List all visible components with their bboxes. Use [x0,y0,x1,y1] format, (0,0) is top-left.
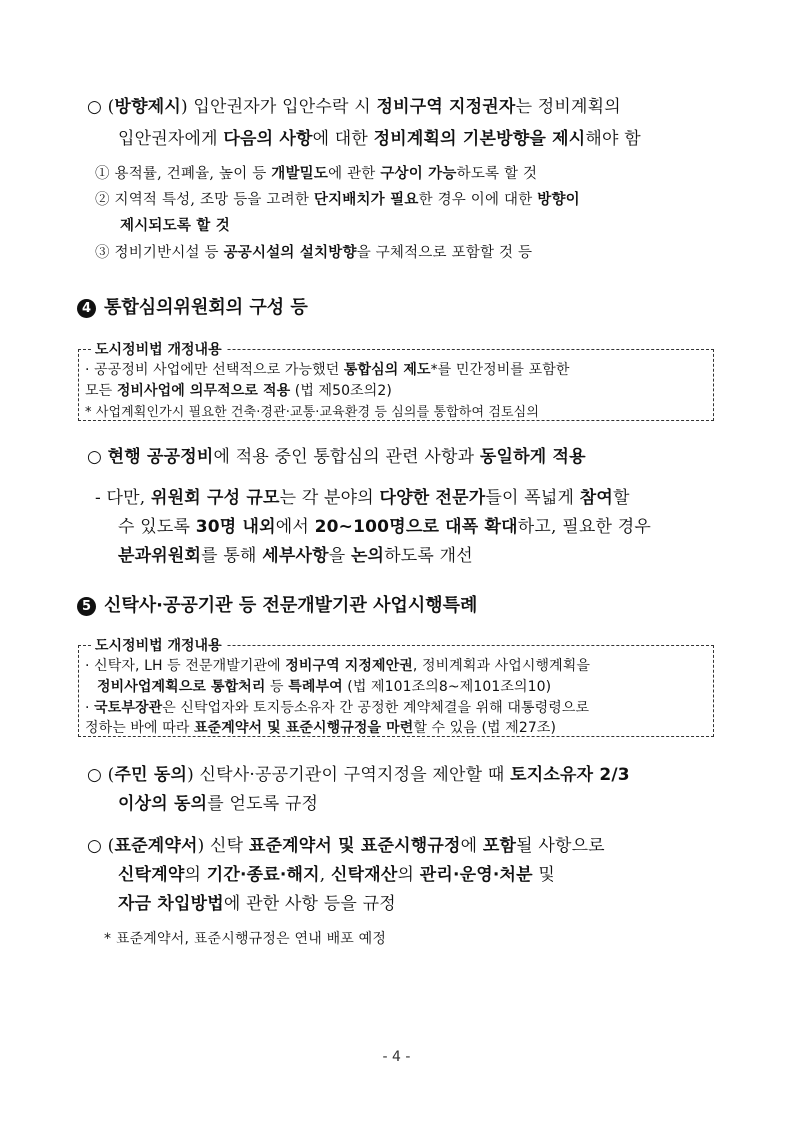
paragraph-direction: ○ (방향제시) 입안권자가 입안수락 시 정비구역 지정권자는 정비계획의 [87,97,621,117]
number-badge: 4 [77,299,96,318]
paragraph-cont: 수 있도록 30명 내외에서 20~100명으로 대폭 확대하고, 필요한 경우 [118,517,651,537]
section-heading-4: 4 통합심의위원회의 구성 등 [77,293,308,319]
list-item-cont: 제시되도록 할 것 [120,218,230,234]
section-heading-5: 5 신탁사·공공기관 등 전문개발기관 사업시행특례 [77,591,477,617]
amendment-box [78,342,714,421]
paragraph: - 다만, 위원회 구성 규모는 각 분야의 다양한 전문가들이 폭넓게 참여할 [95,488,630,508]
paragraph-standard-contract: ○ (표준계약서) 신탁 표준계약서 및 표준시행규정에 포함될 사항으로 [87,836,605,856]
paragraph-consent-cont: 이상의 동의를 얻도록 규정 [118,794,319,814]
box-title: 도시정비법 개정내용 [91,635,226,655]
page-number: - 4 - [382,1049,411,1065]
number-badge: 5 [77,597,96,616]
box-line: 모든 정비사업에 의무적으로 적용 (법 제50조의2) [85,383,392,399]
box-line: 정비사업계획으로 통합처리 등 특례부여 (법 제101조의8~제101조의10) [97,679,552,695]
box-line: · 공공정비 사업에만 선택적으로 가능했던 통합심의 제도*를 민간정비를 포함한 [85,362,570,378]
paragraph: ○ 현행 공공정비에 적용 중인 통합심의 관련 사항과 동일하게 적용 [87,447,586,467]
list-item: ① 용적률, 건폐율, 높이 등 개발밀도에 관한 구상이 가능하도록 할 것 [95,166,538,182]
list-item: ③ 정비기반시설 등 공공시설의 설치방향을 구체적으로 포함할 것 등 [95,245,533,261]
paragraph-standard-contract-cont: 자금 차입방법에 관한 사항 등을 규정 [118,894,396,914]
footnote: * 표준계약서, 표준시행규정은 연내 배포 예정 [104,931,387,947]
paragraph-cont: 분과위원회를 통해 세부사항을 논의하도록 개선 [118,546,473,566]
amendment-box [78,638,714,737]
box-title: 도시정비법 개정내용 [91,339,226,359]
box-footnote: * 사업계획인가시 필요한 건축·경관·교통·교육환경 등 심의를 통합하여 검토심의 [85,405,539,420]
paragraph-consent: ○ (주민 동의) 신탁사·공공기관이 구역지정을 제안할 때 토지소유자 2/3 [87,765,630,785]
box-line: · 신탁자, LH 등 전문개발기관에 정비구역 지정제안권, 정비계획과 사업시행계획을 [85,658,590,674]
paragraph-direction-cont: 입안권자에게 다음의 사항에 대한 정비계획의 기본방향을 제시해야 함 [118,129,641,149]
paragraph-standard-contract-cont: 신탁계약의 기간·종료·해지, 신탁재산의 관리·운영·처분 및 [118,865,556,885]
box-line: · 국토부장관은 신탁업자와 토지등소유자 간 공정한 계약체결을 위해 대통령령으로 [85,700,590,716]
list-item: ② 지역적 특성, 조망 등을 고려한 단지배치가 필요한 경우 이에 대한 방향이 [95,192,580,208]
box-line: 정하는 바에 따라 표준계약서 및 표준시행규정을 마련할 수 있음 (법 제27조) [85,720,557,736]
